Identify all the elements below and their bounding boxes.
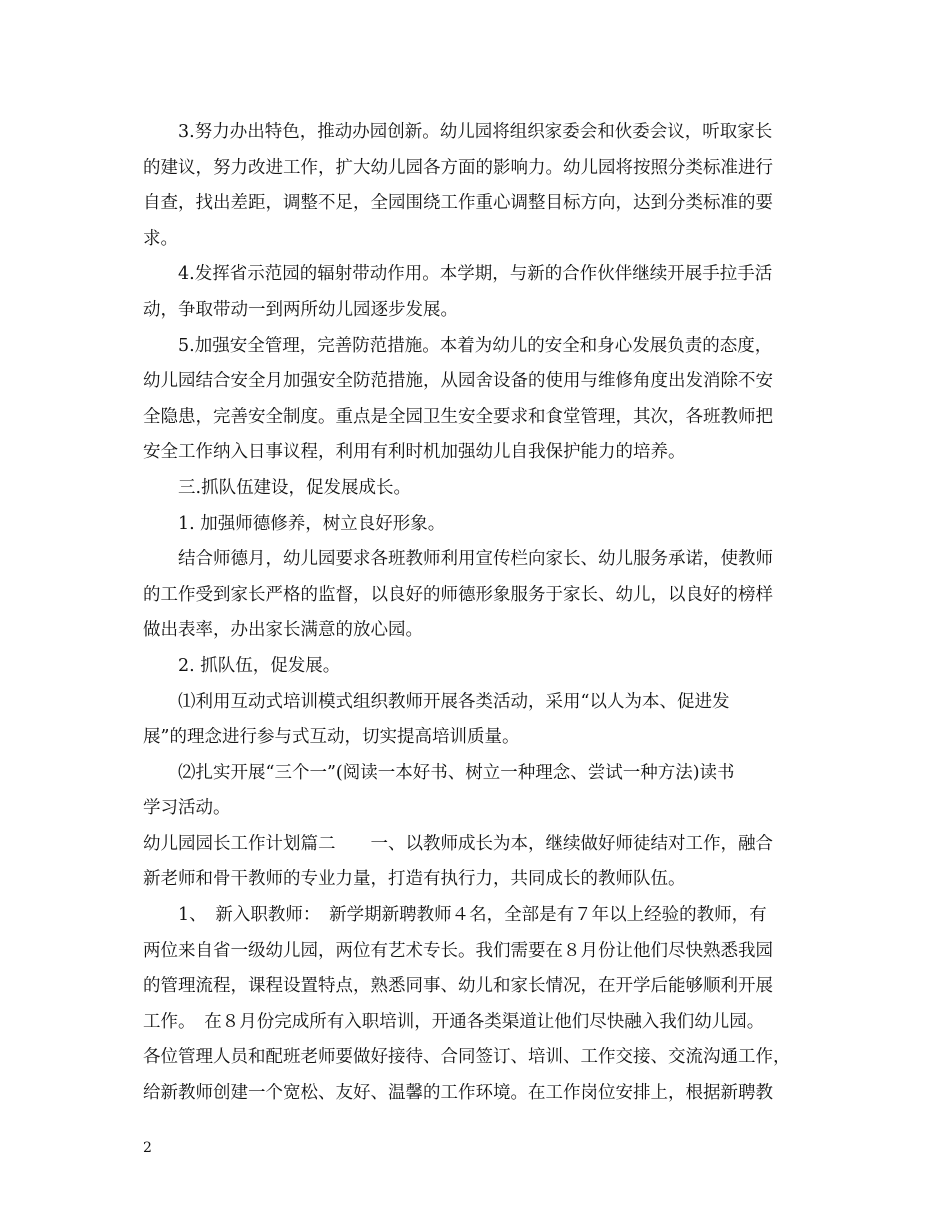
text-line: 自查，找出差距，调整不足，全园围绕工作重心调整目标方向，达到分类标准的要 xyxy=(143,193,773,214)
text-line: 的建议，努力改进工作，扩大幼儿园各方面的影响力。幼儿园将按照分类标准进行 xyxy=(143,157,773,178)
text-line: 结合师德月，幼儿园要求各班教师利用宣传栏向家长、幼儿服务承诺，使教师 xyxy=(178,549,773,570)
text-line: 各位管理人员和配班老师要做好接待、合同签订、培训、工作交接、交流沟通工作， xyxy=(143,1047,791,1068)
text-line: 学习活动。 xyxy=(143,798,231,819)
text-line: 3.努力办出特色，推动办园创新。幼儿园将组织家委会和伙委会议，听取家长 xyxy=(178,122,773,142)
text-line: 幼儿园园长工作计划篇二 一、以教师成长为本，继续做好师徒结对工作，融合 xyxy=(143,833,773,854)
body-text xyxy=(143,115,815,1112)
subsection-heading: 2. 抓队伍，促发展。 xyxy=(178,655,341,676)
text-line: 两位来自省一级幼儿园，两位有艺术专长。我们需要在８月份让他们尽快熟悉我园 xyxy=(143,940,773,961)
text-line: ⑴利用互动式培训模式组织教师开展各类活动，采用“以人为本、促进发 xyxy=(178,691,730,712)
text-line: 幼儿园结合安全月加强安全防范措施，从园舍设备的使用与维修角度出发消除不安 xyxy=(143,371,773,392)
text-line: 展”的理念进行参与式互动，切实提高培训质量。 xyxy=(143,727,520,748)
page-number: 2 xyxy=(143,1140,152,1156)
subsection-heading: 1. 加强师德修养，树立良好形象。 xyxy=(178,513,446,534)
section-heading: 三.抓队伍建设，促发展成长。 xyxy=(178,477,412,498)
text-line: 求。 xyxy=(143,228,178,249)
text-line: 新老师和骨干教师的专业力量，打造有执行力，共同成长的教师队伍。 xyxy=(143,869,686,890)
text-line: ⑵扎实开展“三个一”(阅读一本好书、树立一种理念、尝试一种方法)读书 xyxy=(178,762,735,783)
text-line: 动，争取带动一到两所幼儿园逐步发展。 xyxy=(143,299,458,320)
text-line: 的工作受到家长严格的监督，以良好的师德形象服务于家长、幼儿，以良好的榜样 xyxy=(143,584,773,605)
text-line: 工作。 在８月份完成所有入职培训，开通各类渠道让他们尽快融入我们幼儿园。 xyxy=(143,1011,765,1032)
text-line: 做出表率，办出家长满意的放心园。 xyxy=(143,620,423,641)
text-line: 全隐患，完善安全制度。重点是全园卫生安全要求和食堂管理，其次，各班教师把 xyxy=(143,406,773,427)
text-line: 的管理流程，课程设置特点，熟悉同事、幼儿和家长情况，在开学后能够顺利开展 xyxy=(143,976,773,997)
text-line: 4.发挥省示范园的辐射带动作用。本学期，与新的合作伙伴继续开展手拉手活 xyxy=(178,264,773,285)
text-line: 给新教师创建一个宽松、友好、温馨的工作环境。在工作岗位安排上，根据新聘教 xyxy=(143,1083,773,1104)
text-line: 1、 新入职教师： 新学期新聘教师４名，全部是有７年以上经验的教师，有 xyxy=(178,905,767,926)
text-line: 5.加强安全管理，完善防范措施。本着为幼儿的安全和身心发展负责的态度， xyxy=(178,335,773,356)
text-line: 安全工作纳入日事议程，利用有利时机加强幼儿自我保护能力的培养。 xyxy=(143,442,686,463)
